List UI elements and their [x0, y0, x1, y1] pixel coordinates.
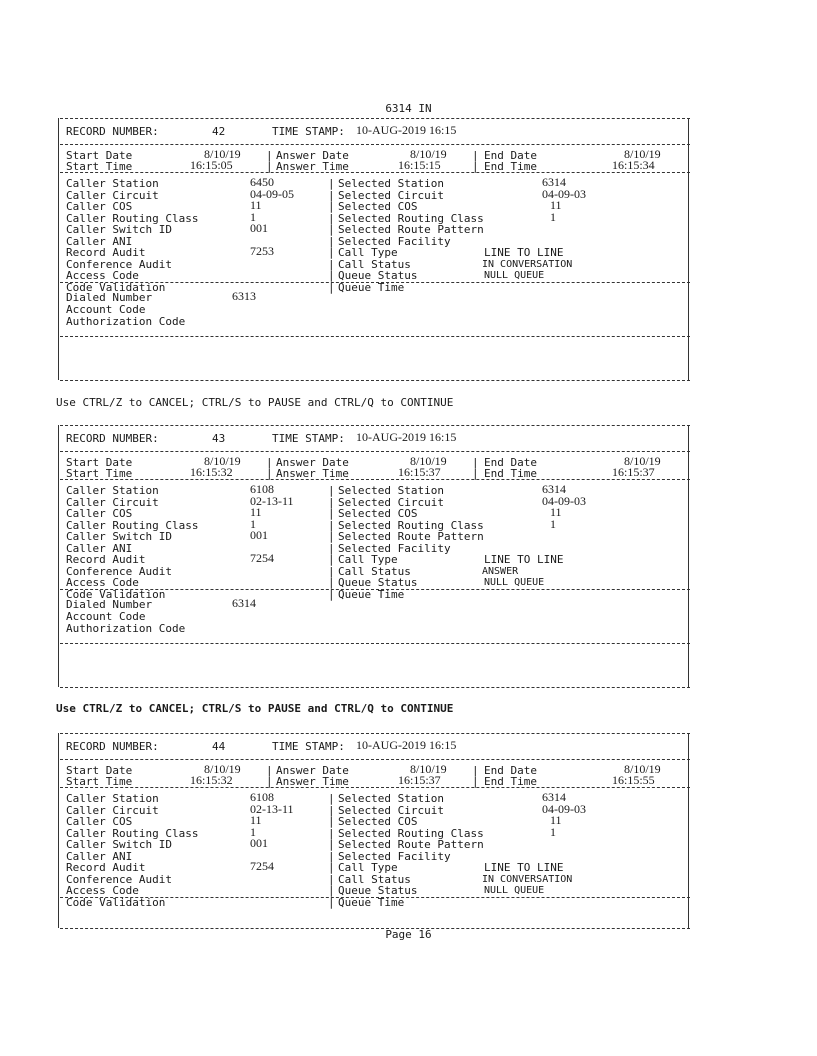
answer-date-label: Answer Date [276, 456, 349, 469]
separator: | [328, 826, 335, 840]
border-right [688, 118, 689, 380]
start-date: 8/10/19 [204, 454, 241, 468]
separator: | [328, 541, 335, 555]
record-audit: 7254 [250, 551, 274, 565]
separator: | [472, 467, 479, 480]
start-time: 16:15:05 [190, 158, 233, 172]
separator: | [328, 792, 335, 805]
page-header: 6314 IN [385, 102, 432, 115]
selected-facility-label: Selected Facility [338, 541, 451, 555]
separator: | [328, 495, 335, 509]
separator: | [328, 587, 335, 601]
record-number: 43 [212, 432, 226, 445]
selected-routing-class: 1 [550, 824, 556, 839]
start-time-label: Start Time [66, 775, 133, 788]
queue-status: NULL QUEUE [484, 270, 545, 281]
selected-circuit-label: Selected Circuit [338, 803, 444, 817]
caller-circuit-label: Caller Circuit [66, 495, 159, 509]
separator: | [472, 456, 479, 469]
caller-switch-id: 001 [250, 221, 268, 235]
separator: | [328, 484, 335, 497]
selected-station: 6314 [542, 482, 566, 496]
call-type: LINE TO LINE [484, 553, 564, 566]
caller-cos: 11 [250, 198, 262, 212]
divider [60, 118, 690, 119]
separator: | [266, 775, 273, 788]
end-date-label: End Date [484, 149, 537, 162]
separator: | [328, 257, 335, 271]
divider [60, 643, 690, 644]
separator: | [328, 895, 335, 909]
selected-station-label: Selected Station [338, 792, 444, 805]
answer-time-label: Answer Time [276, 467, 349, 480]
start-time-label: Start Time [66, 467, 133, 480]
divider [60, 479, 690, 480]
start-date-label: Start Date [66, 149, 133, 162]
time-stamp-label: TIME STAMP: [272, 432, 345, 445]
selected-cos-label: Selected COS [338, 200, 418, 213]
end-date-label: End Date [484, 456, 537, 469]
separator: | [472, 775, 479, 788]
record-number-label: RECORD NUMBER: [66, 432, 159, 445]
selected-routing-class-label: Selected Routing Class [338, 518, 484, 532]
code-validation-label: Code Validation [66, 895, 166, 909]
selected-routing-class: 1 [550, 516, 556, 531]
separator: | [328, 803, 335, 817]
answer-time: 16:15:15 [398, 158, 441, 172]
caller-routing-class-label: Caller Routing Class [66, 826, 199, 840]
separator: | [328, 200, 335, 213]
record-number-label: RECORD NUMBER: [66, 740, 159, 753]
start-date-label: Start Date [66, 764, 133, 777]
call-type: LINE TO LINE [484, 246, 564, 259]
code-validation-label: Code Validation [66, 280, 166, 294]
caller-ani-label: Caller ANI [66, 849, 133, 863]
separator: | [328, 872, 335, 886]
page-footer: Page 16 [385, 928, 432, 941]
queue-status-label: Queue Status [338, 884, 418, 897]
code-validation-label: Code Validation [66, 587, 166, 601]
record-number-label: RECORD NUMBER: [66, 125, 159, 138]
selected-circuit: 04-09-03 [542, 186, 586, 201]
separator: | [328, 269, 335, 282]
separator: | [328, 530, 335, 543]
border-right [688, 425, 689, 687]
queue-time-label: Queue Time [338, 587, 405, 601]
caller-cos-label: Caller COS [66, 815, 133, 828]
caller-cos-label: Caller COS [66, 507, 133, 520]
selected-cos: 11 [550, 505, 562, 519]
caller-ani-label: Caller ANI [66, 234, 133, 248]
divider [60, 380, 690, 381]
caller-switch-id-label: Caller Switch ID [66, 223, 172, 236]
divider [60, 336, 690, 337]
record-audit: 7254 [250, 859, 274, 873]
selected-circuit-label: Selected Circuit [338, 495, 444, 509]
separator: | [328, 553, 335, 566]
caller-circuit-label: Caller Circuit [66, 188, 159, 202]
call-type-label: Call Type [338, 553, 398, 566]
caller-circuit: 02-13-11 [250, 493, 294, 508]
selected-station-label: Selected Station [338, 484, 444, 497]
end-time: 16:15:37 [612, 465, 655, 479]
answer-date: 8/10/19 [410, 762, 447, 776]
call-status-label: Call Status [338, 564, 411, 578]
call-type-label: Call Type [338, 861, 398, 874]
separator: | [266, 764, 273, 777]
selected-cos: 11 [550, 813, 562, 827]
selected-cos-label: Selected COS [338, 815, 418, 828]
selected-route-pattern-label: Selected Route Pattern [338, 223, 484, 236]
selected-circuit-label: Selected Circuit [338, 188, 444, 202]
end-date: 8/10/19 [624, 454, 661, 468]
record-audit-label: Record Audit [66, 553, 146, 566]
continue-prompt: Use CTRL/Z to CANCEL; CTRL/S to PAUSE and CTRL/Q to CONTINUE [56, 396, 454, 409]
divider [60, 733, 690, 734]
border-right [688, 733, 689, 928]
selected-facility-label: Selected Facility [338, 849, 451, 863]
call-status: ANSWER [482, 565, 519, 577]
end-date: 8/10/19 [624, 762, 661, 776]
conference-audit-label: Conference Audit [66, 872, 172, 886]
divider [60, 451, 690, 452]
caller-routing-class-label: Caller Routing Class [66, 211, 199, 225]
call-record-block [64, 425, 686, 687]
selected-cos: 11 [550, 198, 562, 212]
separator: | [472, 160, 479, 173]
divider [60, 144, 690, 145]
caller-cos: 11 [250, 813, 262, 827]
queue-time-label: Queue Time [338, 895, 405, 909]
access-code-label: Access Code [66, 884, 139, 897]
record-number: 42 [212, 125, 226, 138]
account-code-label: Account Code [66, 303, 146, 316]
caller-circuit: 04-09-05 [250, 186, 294, 201]
start-date-label: Start Date [66, 456, 133, 469]
end-date: 8/10/19 [624, 147, 661, 161]
start-date: 8/10/19 [204, 762, 241, 776]
caller-circuit-label: Caller Circuit [66, 803, 159, 817]
end-time: 16:15:55 [612, 773, 655, 787]
divider [60, 759, 690, 760]
answer-time-label: Answer Time [276, 775, 349, 788]
end-time-label: End Time [484, 775, 537, 788]
caller-station-label: Caller Station [66, 177, 159, 190]
selected-station: 6314 [542, 175, 566, 189]
caller-routing-class: 1 [250, 824, 256, 839]
call-status-label: Call Status [338, 872, 411, 886]
caller-switch-id-label: Caller Switch ID [66, 530, 172, 543]
call-status: IN CONVERSATION [482, 873, 573, 885]
separator: | [328, 576, 335, 589]
divider [60, 425, 690, 426]
separator: | [328, 177, 335, 190]
queue-status-label: Queue Status [338, 269, 418, 282]
separator: | [328, 188, 335, 202]
separator: | [328, 564, 335, 578]
end-time-label: End Time [484, 467, 537, 480]
separator: | [266, 467, 273, 480]
separator: | [328, 246, 335, 259]
separator: | [266, 160, 273, 173]
access-code-label: Access Code [66, 269, 139, 282]
dialed-number: 6313 [232, 289, 256, 303]
time-stamp-label: TIME STAMP: [272, 125, 345, 138]
start-time: 16:15:32 [190, 465, 233, 479]
answer-date: 8/10/19 [410, 454, 447, 468]
conference-audit-label: Conference Audit [66, 257, 172, 271]
selected-circuit: 04-09-03 [542, 493, 586, 508]
separator: | [328, 507, 335, 520]
record-audit-label: Record Audit [66, 861, 146, 874]
caller-station: 6108 [250, 482, 274, 496]
divider [60, 172, 690, 173]
dialed-number-label: Dialed Number [66, 291, 153, 304]
access-code-label: Access Code [66, 576, 139, 589]
end-time: 16:15:34 [612, 158, 655, 172]
call-status-label: Call Status [338, 257, 411, 271]
caller-ani-label: Caller ANI [66, 541, 133, 555]
separator: | [266, 149, 273, 162]
caller-station: 6108 [250, 790, 274, 804]
record-number: 44 [212, 740, 226, 753]
queue-time-label: Queue Time [338, 280, 405, 294]
conference-audit-label: Conference Audit [66, 564, 172, 578]
call-record-block [64, 118, 686, 380]
caller-switch-id-label: Caller Switch ID [66, 838, 172, 851]
separator: | [472, 764, 479, 777]
separator: | [328, 280, 335, 294]
border-left [58, 733, 59, 928]
call-type: LINE TO LINE [484, 861, 564, 874]
selected-station-label: Selected Station [338, 177, 444, 190]
separator: | [328, 861, 335, 874]
separator: | [328, 838, 335, 851]
start-date: 8/10/19 [204, 147, 241, 161]
queue-status-label: Queue Status [338, 576, 418, 589]
dialed-number-label: Dialed Number [66, 598, 153, 611]
answer-time: 16:15:37 [398, 465, 441, 479]
queue-status: NULL QUEUE [484, 577, 545, 588]
selected-circuit: 04-09-03 [542, 801, 586, 816]
start-time: 16:15:32 [190, 773, 233, 787]
call-type-label: Call Type [338, 246, 398, 259]
authorization-code-label: Authorization Code [66, 315, 186, 328]
answer-date-label: Answer Date [276, 149, 349, 162]
time-stamp: 10-AUG-2019 16:15 [356, 123, 457, 137]
call-record-block [64, 733, 686, 928]
account-code-label: Account Code [66, 610, 146, 623]
selected-route-pattern-label: Selected Route Pattern [338, 838, 484, 851]
dialed-number: 6314 [232, 596, 256, 610]
authorization-code-label: Authorization Code [66, 622, 186, 635]
caller-cos: 11 [250, 505, 262, 519]
time-stamp-label: TIME STAMP: [272, 740, 345, 753]
caller-station-label: Caller Station [66, 792, 159, 805]
separator: | [328, 223, 335, 236]
selected-route-pattern-label: Selected Route Pattern [338, 530, 484, 543]
answer-date-label: Answer Date [276, 764, 349, 777]
caller-switch-id: 001 [250, 528, 268, 542]
caller-station-label: Caller Station [66, 484, 159, 497]
selected-cos-label: Selected COS [338, 507, 418, 520]
separator: | [328, 211, 335, 225]
separator: | [328, 884, 335, 897]
caller-routing-class-label: Caller Routing Class [66, 518, 199, 532]
time-stamp: 10-AUG-2019 16:15 [356, 430, 457, 444]
record-audit: 7253 [250, 244, 274, 258]
answer-time-label: Answer Time [276, 160, 349, 173]
selected-station: 6314 [542, 790, 566, 804]
selected-routing-class-label: Selected Routing Class [338, 826, 484, 840]
separator: | [328, 849, 335, 863]
record-audit-label: Record Audit [66, 246, 146, 259]
queue-status: NULL QUEUE [484, 885, 545, 896]
selected-routing-class: 1 [550, 209, 556, 224]
end-time-label: End Time [484, 160, 537, 173]
end-date-label: End Date [484, 764, 537, 777]
call-status: IN CONVERSATION [482, 258, 573, 270]
caller-station: 6450 [250, 175, 274, 189]
answer-time: 16:15:37 [398, 773, 441, 787]
divider [60, 687, 690, 688]
divider [60, 787, 690, 788]
caller-routing-class: 1 [250, 209, 256, 224]
caller-cos-label: Caller COS [66, 200, 133, 213]
border-left [58, 118, 59, 380]
separator: | [472, 149, 479, 162]
continue-prompt: Use CTRL/Z to CANCEL; CTRL/S to PAUSE and CTRL/Q to CONTINUE [56, 702, 454, 715]
border-left [58, 425, 59, 687]
caller-circuit: 02-13-11 [250, 801, 294, 816]
caller-routing-class: 1 [250, 516, 256, 531]
caller-switch-id: 001 [250, 836, 268, 850]
time-stamp: 10-AUG-2019 16:15 [356, 738, 457, 752]
answer-date: 8/10/19 [410, 147, 447, 161]
separator: | [266, 456, 273, 469]
selected-facility-label: Selected Facility [338, 234, 451, 248]
separator: | [328, 234, 335, 248]
separator: | [328, 518, 335, 532]
start-time-label: Start Time [66, 160, 133, 173]
separator: | [328, 815, 335, 828]
selected-routing-class-label: Selected Routing Class [338, 211, 484, 225]
